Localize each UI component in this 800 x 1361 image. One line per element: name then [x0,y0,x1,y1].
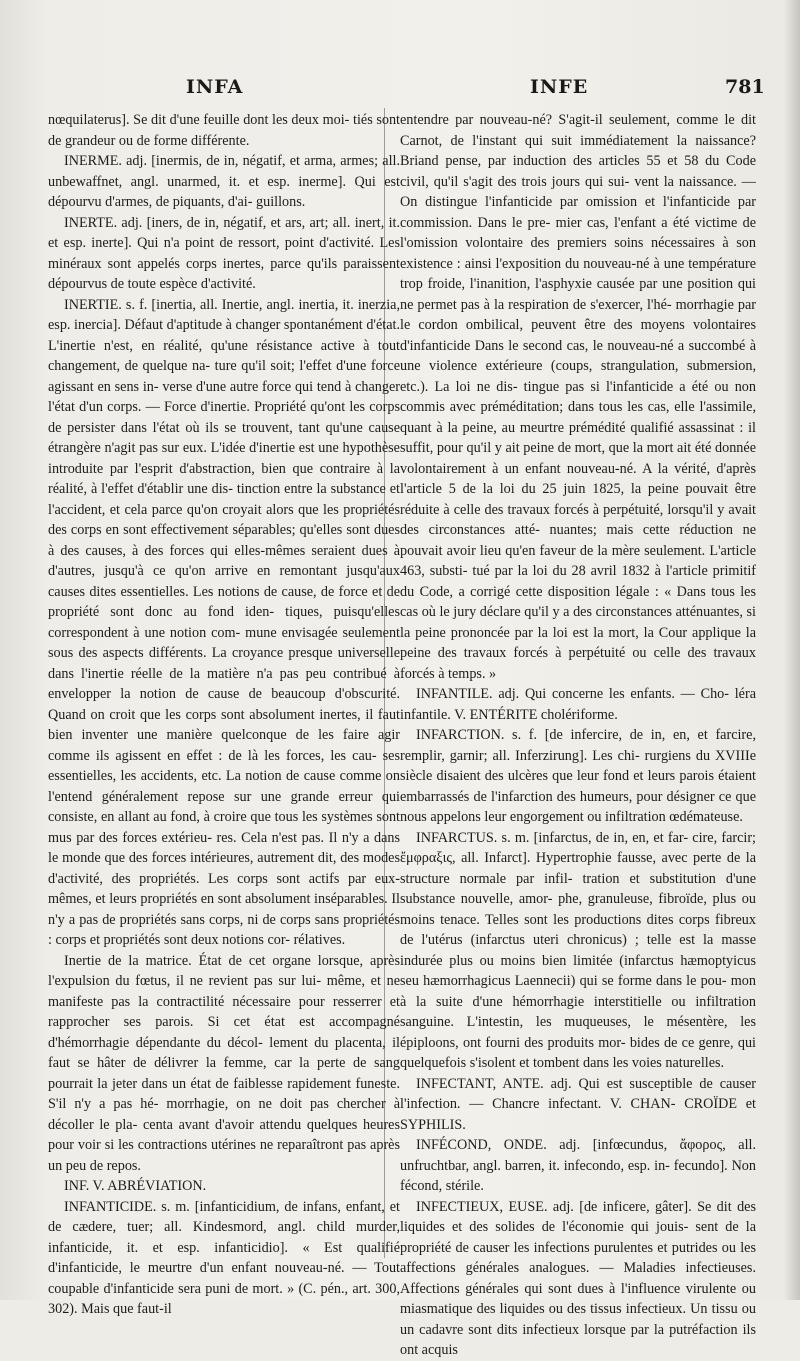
entry-inf: INF. V. ABRÉVIATION. [64,1178,207,1194]
entry-infecond: INFÉCOND, ONDE. adj. [infœcundus, ἄφορος, all. unfruchtbar, angl. barren, it. infecondo, esp. in- fecundo]. Non fécond, stérile. [400,1137,756,1194]
entry-inerte: INERTE. adj. [iners, de in, négatif, et ars, art; all. inert, it. et esp. inerte]. Qui n'a point de ressort, point d'activité. Les minéraux sont appelés corps inertes, parce qu'ils paraissent dépourvus de toute espèce d'activité. [48,214,400,292]
entry-continuation: nœquilaterus]. Se dit d'une feuille dont les deux moi- tiés sont de grandeur ou de forme différente. [48,112,400,149]
right-column [400,110,756,1361]
entry-infarctus: INFARCTUS. s. m. [infarctus, de in, en, et far- cire, farcir; ἔμφραξις, all. Infarct]. Hypertrophie fausse, avec perte de la structure normale par infil- tration et substitution d'une substance nouvelle, amor- phe, granuleuse, fibroïde, plus ou moins tenace. Telles sont les productions dites corps fibreux de l'utérus (infarctus uteri chronicus) ; telle est la masse indurée plus ou moins bien limitée (infarctus hæmoptyicus seu hæmorrhagicus Laennecii) qui se forme dans le pou- mon à la suite d'une hémorrhagie interstitielle ou infiltration sanguine. L'intestin, les muqueuses, le mésentère, les épiploons, ont fourni des produits mor- bides de ce genre, qui quelquefois s'isolent et tombent dans les voies naturelles. [400,829,756,1071]
entry-inertie: INERTIE. s. f. [inertia, all. Inertie, angl. inertia, it. inerzia, esp. inercia]. Défaut d'aptitude à changer spontanément d'état. L'inertie n'est, en réalité, qu'une résistance active à tout changement, de quelque na- ture qu'il soit; l'effet d'une force agissant en sens in- verse d'une autre force qui tend à changer l'état d'un corps. — Force d'inertie. Propriété qu'ont les corps de persister dans l'état où ils se trouvent, tant qu'une cause étrangère n'agit pas sur eux. L'idée d'inertie est une hypothèse introduite par l'esprit d'abstraction, bien que contraire à la réalité, à l'effet d'établir une dis- tinction entre la substance et l'accident, et cela parce qu'on croyait alors que les propriétés des corps en sont effectivement séparables; qu'elles sont dues à des causes, à des forces qui elles-mêmes seraient dues à d'autres, jusqu'à ce qu'on arrive en remontant jusqu'aux causes dites essentielles. Les notions de cause, de force et de propriété sont donc au fond iden- tiques, puisqu'elles correspondent à une notion com- mune envisagée seulement sous des aspects différents. La croyance presque universelle dans l'inertie réelle de la matière n'a pas peu contribué à envelopper la notion de cause de beaucoup d'obscurité. Quand on croit que les corps sont absolument inertes, il faut bien inventer une manière quelconque de les faire agir comme ils agissent en effet : de là les forces, les cau- ses essentielles, les accidents, etc. La notion de cause comme on l'entend généralement repose sur une grande erreur qui consiste, en allant au fond, à croire que tous les systèmes sont mus par des forces extérieu- res. Cela n'est pas. Il n'y a dans le monde que des forces intérieures, autrement dit, des modes d'activité, des propriétés. Les corps sont actifs par eux-mêmes, et leurs propriétés en sont absolument inséparables. Il n'y a pas de propriétés sans corps, ni de corps sans propriétés : corps et propriétés sont deux notions cor- rélatives. [48,296,400,948]
left-column [48,110,400,1320]
entry-inertie-matrice: Inertie de la matrice. État de cet organe lorsque, après l'expulsion du fœtus, il ne revient pas sur lui- même, et ne manifeste pas la contractilité nécessaire pour resserrer et rapprocher ses parois. Si cet état est accompagné d'hémorrhagie dépendante du décol- lement du placenta, il faut se hâter de délivrer la femme, car la perte de sang pourrait la jeter dans un état de faiblesse rapidement funeste. S'il n'y a pas hé- morrhagie, on ne doit pas chercher à décoller le pla- centa avant d'avoir attendu quelques heures pour voir si les contractions utérines ne reparaîtront pas après un peu de repos. [48,952,400,1174]
entry-infantile: INFANTILE. adj. Qui concerne les enfants. — Cho- léra infantile. V. ENTÉRITE cholériforme. [400,686,756,723]
page-number: 781 [725,76,765,98]
running-header [0,76,800,102]
header-right-guide-word: INFE [530,76,589,98]
page-edge-shadow [784,0,800,1300]
entry-infanticide-continued: entendre par nouveau-né? S'agit-il seulement, comme le dit Carnot, de l'instant qui suit immédiatement la naissance? Briand pense, par induction des articles 55 et 58 du Code civil, qu'il s'agit des trois jours qui sui- vent la naissance. — On distingue l'infanticide par omission et l'infanticide par commission. Dans le pre- mier cas, l'enfant a été victime de l'omission volontaire des premiers soins nécessaires à son existence : ainsi l'exposition du nouveau-né à une température trop froide, l'inanition, l'asphyxie causée par une position qui ne permet pas à la respiration de s'exercer, l'hé- morrhagie par le cordon ombilical, peuvent être des moyens volontaires d'infanticide Dans le second cas, le nouveau-né a succombé à une violence extérieure (coups, strangulation, submersion, etc.). La loi ne dis- tingue pas si l'infanticide a été ou non commis avec préméditation; dans tous les cas, elle l'assimile, quant à la peine, au meurtre prémédité qualifié assassinat : il suffit, pour qu'il y ait peine de mort, que la mort ait été donnée volontairement à un enfant nouveau-né. A la vérité, d'après l'article 5 de la loi du 25 juin 1825, la peine pouvait être réduite à celle des travaux forcés à perpétuité, lorsqu'il y avait des circonstances atté- nuantes; mais cette réduction ne pouvait avoir lieu qu'en faveur de la mère seulement. L'article 463, substi- tué par la loi du 28 avril 1832 à l'article primitif du Code, a corrigé cette disposition légale : « Dans tous les cas où le jury déclare qu'il y a des circonstances atténuantes, si la peine prononcée par la loi est la mort, la Cour applique la peine des travaux forcés à perpétuité ou celle des travaux forcés à temps. » [400,112,756,682]
entry-infectieux: INFECTIEUX, EUSE. adj. [de inficere, gâter]. Se dit des liquides et des solides de l'économie qui jouis- sent de la propriété de causer les infections purulentes et putrides ou les affections générales analogues. — Maladies infectieuses. Affections générales qui sont dues à l'influence virulente ou miasmatique des liquides ou des tissus infectieux. Un tissu ou un cadavre sont dits infectieux lorsque par la putréfaction ils ont acquis [400,1198,756,1358]
entry-infarction: INFARCTION. s. f. [de infercire, de in, en, et farcire, remplir, garnir; all. Inferzirung]. Les chi- rurgiens du XVIIIe siècle disaient des ulcères que leur fond et leurs parois étaient embarrassés de l'infarction des humeurs, pour désigner ce que nous appelons leur engorgement ou infiltration œdémateuse. [400,727,756,825]
entry-infanticide: INFANTICIDE. s. m. [infanticidium, de infans, enfant, et de cædere, tuer; all. Kindesmord, angl. child murder, infanticide, it. et esp. infanticidio]. « Est qualifié d'infanticide, le meurtre d'un enfant nouveau-né. — Tout coupable d'infanticide sera puni de mort. » (C. pén., art. 300, 302). Mais que faut-il [48,1198,400,1317]
entry-inerme: INERME. adj. [inermis, de in, négatif, et arma, armes; all. unbewaffnet, angl. unarmed, it. et esp. inerme]. Qui est dépourvu d'armes, de piquants, d'ai- guillons. [48,153,400,210]
entry-infectant: INFECTANT, ANTE. adj. Qui est susceptible de causer l'infection. — Chancre infectant. V. CHAN- CROÏDE et SYPHILIS. [400,1075,756,1133]
header-left-guide-word: INFA [186,76,244,98]
